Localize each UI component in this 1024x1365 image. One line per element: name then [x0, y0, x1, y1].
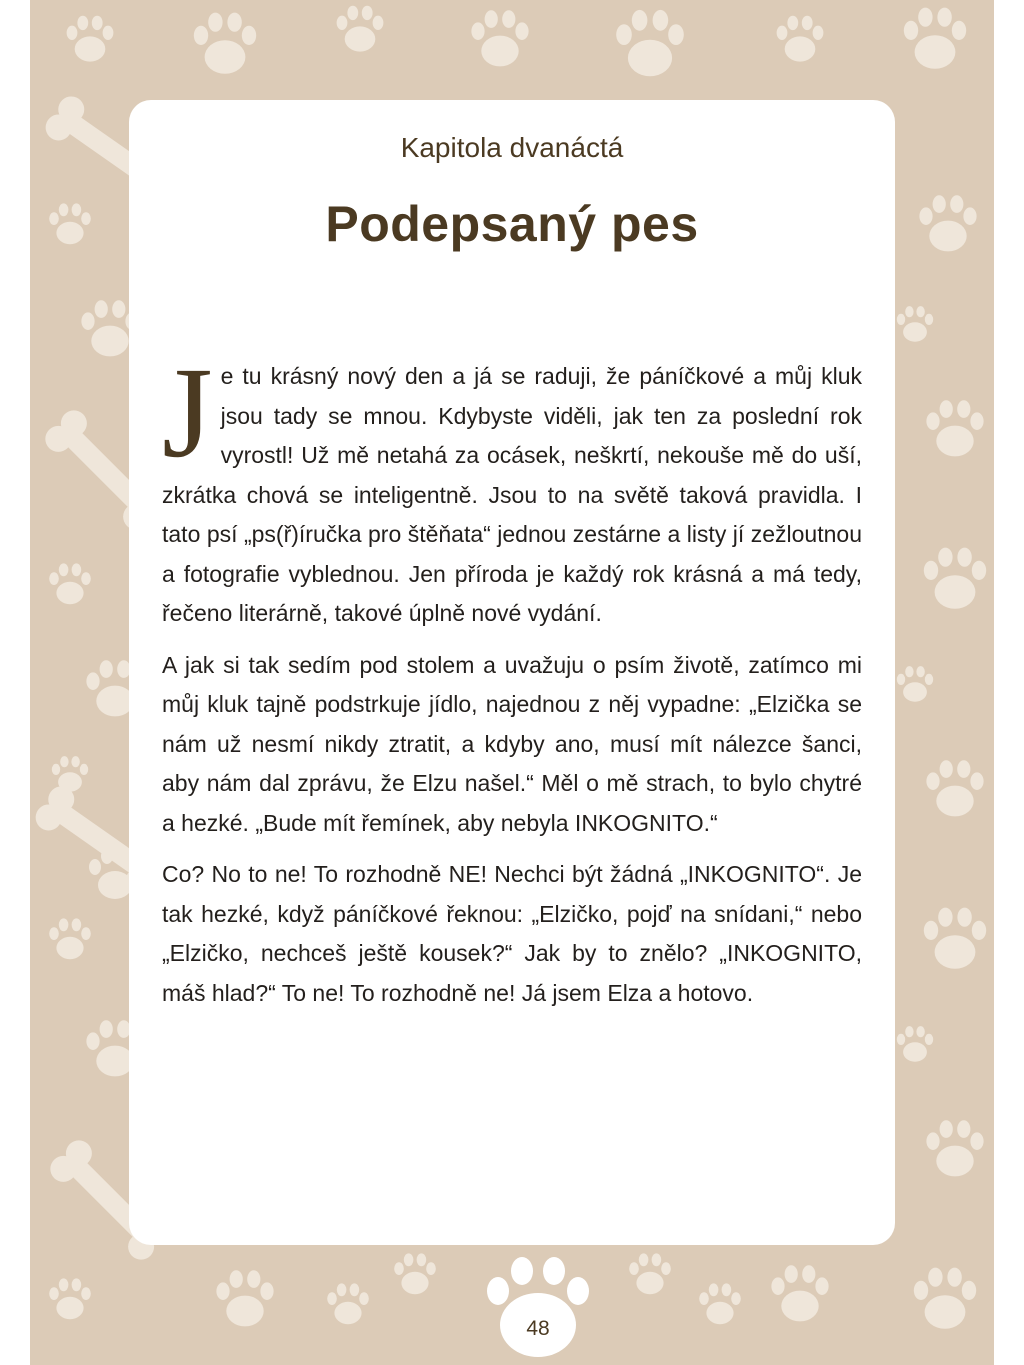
paw-icon [49, 1278, 91, 1319]
paragraph-text: e tu krásný nový den a já se raduji, že páníčkové a můj kluk jsou tady se mnou. Kdybyste viděli, jak ten za poslední rok vyrostl! Už mě netahá za ocásek, neškrtí, nekouše mě do uší, zkrátka chová se inteligentně. Jsou to na světě taková pravidla. I tato psí „ps(ř)íručka pro štěňata“ jednou zestárne a listy jí zežloutnou a fotografie vyblednou. Jen příroda je každý rok krásná a má tedy, řečeno literárně, takové úplně nové vydání. [162, 363, 862, 626]
chapter-title: Podepsaný pes [325, 196, 699, 252]
paw-icon [194, 13, 256, 74]
paw-icon [897, 306, 933, 342]
page-number: 48 [526, 1317, 550, 1340]
paw-icon [926, 400, 983, 456]
paw-icon [471, 10, 528, 66]
paragraph: Co? No to ne! To rozhodně NE! Nechci být žádná „INKOGNITO“. Je tak hezké, když páníčkové řeknou: „Elzičko, pojď na snídani,“ nebo „Elzičko, nechceš ještě kousek?“ Jak by to znělo? „INKOGNITO, máš hlad?“ To ne! To rozhodně ne! Já jsem Elza a hotovo. [162, 861, 862, 1006]
paw-icon [777, 16, 824, 62]
paw-icon [914, 1268, 976, 1329]
paw-icon [486, 1255, 590, 1365]
paw-icon [924, 908, 986, 969]
paw-icon [926, 1120, 983, 1176]
paw-icon [67, 16, 114, 62]
paw-icon [629, 1253, 671, 1294]
paw-icon [926, 760, 983, 816]
paragraph: A jak si tak sedím pod stolem a uvažuju o psím životě, zatímco mi můj kluk tajně podstrkuje jídlo, najednou z něj vypadne: „Elzička se nám už nesmí nikdy ztratit, a kdyby ano, musí mít nálezce šanci, aby nám dal zprávu, že Elzu našel.“ Měl o mě strach, to bylo chytré a hezké. „Bude mít řemínek, aby nebyla INKOGNITO.“ [162, 651, 862, 836]
paw-icon [904, 8, 966, 69]
chapter-text [162, 341, 862, 1025]
paw-icon [327, 1283, 369, 1324]
paw-icon [771, 1265, 828, 1321]
paw-icon [49, 918, 91, 959]
paw-icon [616, 10, 684, 76]
paw-icon [924, 548, 986, 609]
paw-icon [337, 6, 384, 52]
paw-icon [49, 563, 91, 604]
drop-cap: J [162, 341, 213, 485]
paw-icon [699, 1283, 741, 1324]
paw-icon [897, 666, 933, 702]
paw-icon [52, 756, 88, 792]
chapter-label: Kapitola dvanáctá [400, 132, 624, 163]
paragraph [162, 341, 862, 634]
page-number-badge [486, 1255, 590, 1365]
paw-icon [897, 1026, 933, 1062]
paw-icon [394, 1253, 436, 1294]
paw-icon [216, 1270, 273, 1326]
